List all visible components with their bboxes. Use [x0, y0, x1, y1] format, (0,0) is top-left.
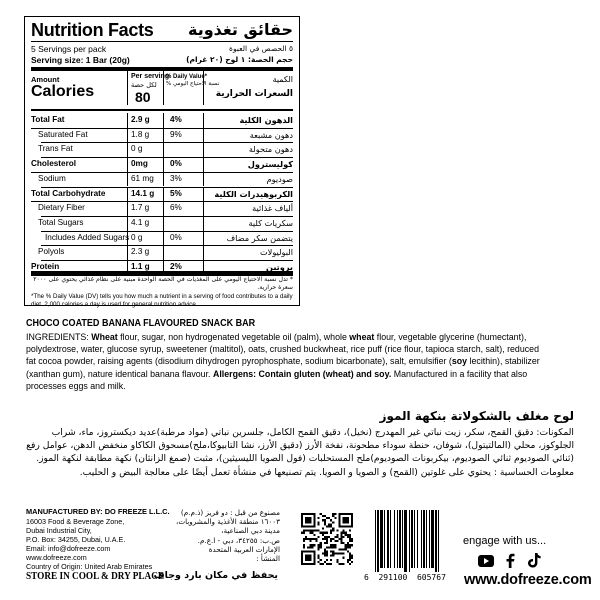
nutrient-dv: 6% — [170, 203, 182, 213]
column-divider — [163, 157, 164, 172]
ingredients-ar: المكونات: دقيق القمح، سكر، زيت نباتي غير المهدرج (نخيل)، دقيق القمح الكامل، جلسرين نباتي (مواد مرطبة)عديد ديكستروز، ماء، شراب الجلوكوز، محلي (المالتيتول)، شوفان، حنطة سوداء مطحونة، نفخة الأرز (دقيق الأرز، نشا التابيوكا،ملح)مسحوق الكاكاو منخفض الدهن، عوامل رفع (ثنائي الصوديوم ثنائي الصوديوم، بيكربونات الصوديوم)ملح المستحلبات (فول الصويا الليسيثين)، مثبت (صمغ الزانثان) نكهة مطابقة لنكهة الموز. معلومات الحساسية : يحتوي على غلوتين (القمح) و الصويا و الصويا. يتم تصنيعها في منشأة تعمل أيضًا على معالجة البيض و الحليب. — [26, 427, 574, 478]
ingredient-text: INGREDIENTS: — [26, 332, 92, 343]
nutrient-name-ar: دهون متحولة — [248, 144, 293, 155]
youtube-icon[interactable] — [478, 554, 494, 566]
column-divider — [127, 172, 128, 187]
nutrient-dv: 0% — [170, 159, 182, 169]
servings-ar: ٥ الحصص في العبوة — [229, 44, 293, 53]
nutrient-name-ar: ألياف غذائية — [252, 203, 293, 214]
barcode-digits: 6 291100 605767 — [364, 573, 446, 582]
ingredient-bold: Wheat — [91, 332, 118, 343]
address-line-ar: الإمارات العربية المتحدة — [208, 544, 280, 554]
row-divider — [41, 245, 293, 246]
column-divider — [203, 172, 204, 187]
facebook-icon[interactable] — [505, 553, 515, 568]
nutrient-name-en: Includes Added Sugars — [45, 232, 130, 242]
nutrient-name-en: Total Sugars — [38, 217, 84, 227]
nutrient-amount: 0 g — [131, 144, 143, 154]
nutrient-amount: 2.3 g — [131, 247, 150, 257]
nutrient-name-ar: البوليولات — [259, 247, 293, 258]
dv-header-ar: نسبة الاحتياج اليومي % — [166, 81, 220, 87]
dv-header-en: % Daily Value* — [166, 74, 208, 80]
column-divider — [163, 187, 164, 202]
row-divider — [41, 142, 293, 143]
address-line: Email: info@dofreeze.com — [26, 544, 111, 553]
nutrient-dv: 4% — [170, 115, 182, 124]
column-divider — [163, 231, 164, 246]
nutrient-name-en: Saturated Fat — [38, 129, 88, 139]
row-divider — [41, 157, 293, 158]
row-divider — [31, 128, 293, 129]
address-line-ar: المنشأ : — [256, 554, 280, 564]
engage-text: engage with us... — [463, 535, 547, 547]
column-divider — [203, 201, 204, 216]
address-line: Dubai Industrial City, — [26, 526, 92, 535]
column-divider — [163, 201, 164, 216]
nutrient-name-ar: بروتين — [265, 262, 293, 272]
calories-label-ar: السعرات الحرارية — [215, 89, 293, 99]
nutrient-amount: 14.1 g — [131, 188, 155, 198]
column-divider — [127, 187, 128, 202]
row-divider — [41, 231, 293, 232]
column-divider — [203, 231, 204, 246]
nutrient-name-en: Protein — [31, 262, 60, 271]
nutrient-name-ar: صوديوم — [266, 173, 293, 184]
row-divider — [41, 187, 293, 188]
column-divider — [127, 113, 128, 128]
nutrient-name-en: Trans Fat — [38, 144, 73, 154]
nutrient-amount: 1.8 g — [131, 129, 150, 139]
serving-size-en: Serving size: 1 Bar (20g) — [31, 55, 130, 65]
nutrient-amount: 1.7 g — [131, 203, 150, 213]
ingredient-text: lecithin), stabilizer (xanthan gum), nature identical banana flavour. — [26, 356, 540, 380]
column-divider — [163, 142, 164, 157]
nutrition-facts-panel — [24, 16, 300, 306]
row-divider — [31, 201, 293, 202]
divider-thick — [31, 67, 293, 71]
servings-en: 5 Servings per pack — [31, 44, 107, 54]
column-divider — [203, 142, 204, 157]
column-divider — [203, 245, 204, 260]
per-serving-en: Per serving — [131, 73, 170, 80]
storage-en: STORE IN COOL & DRY PLACE — [26, 571, 165, 582]
product-name-en: CHOCO COATED BANANA FLAVOURED SNACK BAR — [26, 318, 256, 329]
address-line: www.dofreeze.com — [26, 553, 87, 562]
nutrition-title-ar: حقائق تغذوية — [188, 20, 293, 39]
nutrient-amount: 1.1 g — [131, 262, 150, 271]
column-divider — [127, 245, 128, 260]
footnote-en: *The % Daily Value (DV) tells you how much a nutrient in a serving of food contributes to a daily diet. 2,000 calories a day is used for general nutrition advice. — [31, 293, 293, 308]
manufacturer-heading: MANUFACTURED BY: DO FREEZE L.L.C. — [26, 507, 170, 516]
ingredients-en — [26, 332, 541, 393]
qr-code — [301, 513, 353, 565]
nutrient-name-en: Dietary Fiber — [38, 203, 85, 213]
column-divider — [163, 128, 164, 143]
footnote-ar: * تدل نسبة الاحتياج اليومي على المغذيات في الحصة الواحدة مبنية على نظام غذائي يحتوي على ٢٠٠٠ سعرة حرارية. — [33, 276, 293, 291]
divider-med — [31, 109, 293, 111]
divider — [31, 41, 293, 42]
ingredient-bold: Allergens: Contain gluten (wheat) and soy. — [212, 368, 392, 380]
column-divider — [203, 113, 204, 128]
address-line-ar: مدينة دبي الصناعية، — [221, 526, 280, 536]
nutrient-name-en: Sodium — [38, 173, 66, 183]
nutrient-name-en: Polyols — [38, 247, 65, 257]
column-divider — [127, 201, 128, 216]
column-divider — [203, 216, 204, 231]
website[interactable]: www.dofreeze.com — [464, 572, 592, 588]
column-divider — [127, 231, 128, 246]
amount-label-en: Amount — [31, 75, 60, 84]
nutrient-name-en: Total Fat — [31, 115, 65, 124]
manufacturer-address-ar — [130, 508, 280, 563]
tiktok-icon[interactable] — [528, 553, 541, 568]
column-divider — [127, 142, 128, 157]
address-line-ar: مصنوع من قبل : دو فريز (ذ.م.م) — [180, 508, 280, 517]
nutrient-amount: 0 g — [131, 232, 143, 242]
nutrient-dv: 3% — [170, 173, 182, 183]
column-divider — [163, 172, 164, 187]
nutrient-name-ar: كوليسترول — [247, 159, 293, 170]
nutrient-name-en: Cholesterol — [31, 159, 77, 169]
nutrient-dv: 5% — [170, 188, 182, 198]
nutrition-title-en: Nutrition Facts — [31, 20, 154, 40]
nutrient-dv: 0% — [170, 232, 182, 242]
column-divider — [203, 187, 204, 202]
address-line: 16003 Food & Beverage Zone, — [26, 517, 125, 526]
nutrient-amount: 0mg — [131, 159, 148, 169]
column-divider — [163, 216, 164, 231]
column-divider — [127, 157, 128, 172]
nutrient-name-ar: الكربوهيدرات الكلية — [214, 188, 293, 199]
serving-size-ar: حجم الحصة: ١ لوح (٢٠ غرام) — [186, 55, 293, 64]
ingredient-text: Manufactured in a facility that also processes eggs and milk. — [26, 368, 528, 392]
column-divider — [203, 128, 204, 143]
column-divider — [163, 113, 164, 128]
calories-label-en: Calories — [31, 83, 95, 100]
nutrient-name-ar: الدهون الكلية — [239, 115, 293, 125]
product-name-ar: لوح مغلف بالشكولاتة بنكهة الموز — [379, 409, 574, 423]
address-line: P.O. Box: 34255, Dubai, U.A.E. — [26, 535, 126, 544]
ingredient-text: flour, sugar, non hydrogenated vegetable oil (palm), whole — [117, 332, 350, 343]
nutrient-amount: 61 mg — [131, 173, 154, 183]
nutrient-amount: 4.1 g — [131, 217, 150, 227]
ingredient-text: flour, vegetable glycerine (humectant), polydextrose, water, glucose syrup, sweetener (maltitol), oats, crushed buckwheat, rice puff (rice flour, tapioca starch, salt), reduced fat cocoa powder, raising agents (disodium dihydrogen pyrophosphate, sodium bicarbonate), salt, emulsifier ( — [26, 332, 539, 368]
nutrient-name-ar: سكريات كلية — [248, 217, 293, 228]
address-line: Country of Origin: United Arab Emirates — [26, 562, 153, 571]
storage-ar: يحفظ في مكان بارد وجاف — [153, 570, 278, 581]
nutrient-name-en: Total Carbohydrate — [31, 188, 106, 198]
nutrient-dv: 9% — [170, 129, 182, 139]
column-divider — [163, 245, 164, 260]
divider-thick — [31, 271, 293, 275]
nutrient-amount: 2.9 g — [131, 115, 150, 124]
nutrient-dv: 2% — [170, 262, 182, 271]
column-divider — [203, 157, 204, 172]
row-divider — [41, 216, 293, 217]
amount-label-ar: الكمية — [272, 75, 293, 84]
address-line-ar: ص.ب: ٣٤٢٥٥، دبي - ا.ع.م. — [197, 535, 280, 545]
column-divider — [127, 216, 128, 231]
row-divider — [31, 172, 293, 173]
column-divider — [127, 128, 128, 143]
row-divider — [41, 260, 293, 261]
nutrient-name-ar: يتضمن سكر مضاف — [226, 232, 293, 243]
address-line-ar: ١٦٠٠٣ منطقة الأغذية والمشروبات، — [176, 517, 280, 527]
calories-value: 80 — [135, 89, 151, 105]
per-serving-ar: لكل حصة — [131, 81, 157, 89]
nutrient-name-ar: دهون مشبعة — [249, 129, 293, 140]
barcode — [372, 510, 444, 582]
ingredient-bold: wheat — [349, 332, 375, 343]
ingredient-bold: soy — [451, 356, 468, 368]
